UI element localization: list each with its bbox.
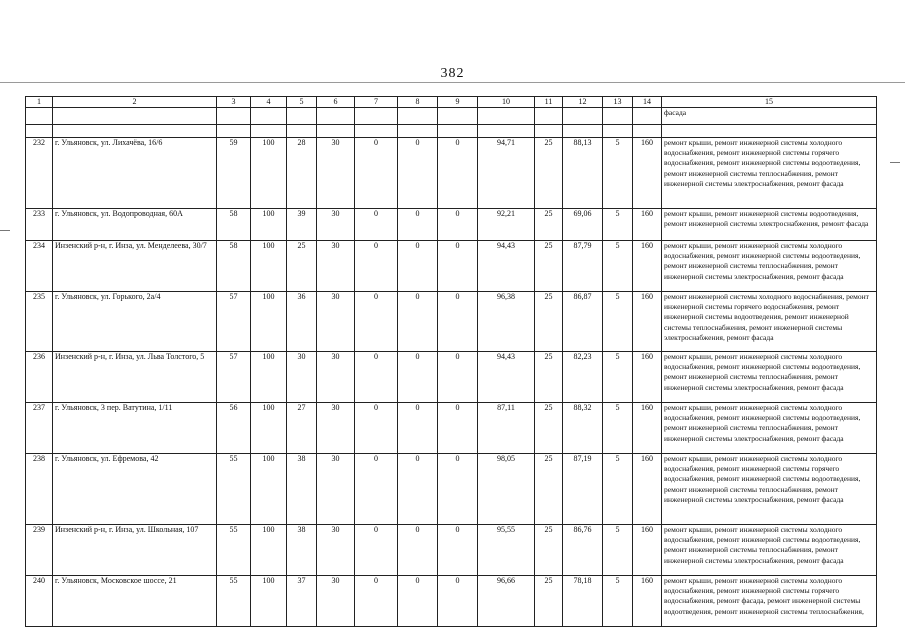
col-12: 88,32 bbox=[563, 403, 603, 454]
table-row bbox=[26, 403, 877, 454]
col-13: 5 bbox=[603, 292, 633, 352]
table-row bbox=[26, 241, 877, 292]
works-list: ремонт крыши, ремонт инженерной системы холодного водоснабжения, ремонт инженерной системы водоотведения, ремонт инженерной системы теплоснабжения, ремонт инженерной системы электроснабжения, ремонт фасада bbox=[662, 525, 877, 576]
col-13: 5 bbox=[603, 352, 633, 403]
works-list: ремонт крыши, ремонт инженерной системы водоотведения, ремонт инженерной системы электроснабжения, ремонт фасада bbox=[662, 209, 877, 241]
col-10: 87,11 bbox=[478, 403, 535, 454]
col-14: 160 bbox=[633, 138, 662, 209]
col-13: 5 bbox=[603, 454, 633, 525]
col-10: 96,38 bbox=[478, 292, 535, 352]
col-13: 5 bbox=[603, 241, 633, 292]
address: Инзенский р-н, г. Инза, ул. Менделеева, 30/7 bbox=[53, 241, 217, 292]
col-7: 0 bbox=[355, 454, 398, 525]
col-4: 100 bbox=[251, 209, 287, 241]
page-number: 382 bbox=[440, 66, 465, 81]
col-5: 39 bbox=[287, 209, 317, 241]
col-6: 30 bbox=[317, 525, 355, 576]
col-13: 5 bbox=[603, 525, 633, 576]
col-8: 0 bbox=[398, 241, 438, 292]
col-14: 160 bbox=[633, 576, 662, 627]
col-14: 160 bbox=[633, 454, 662, 525]
col-9: 0 bbox=[438, 138, 478, 209]
col-header: 11 bbox=[535, 97, 563, 108]
table-row bbox=[26, 352, 877, 403]
col-3: 58 bbox=[217, 241, 251, 292]
col-12: 87,79 bbox=[563, 241, 603, 292]
col-11: 25 bbox=[535, 241, 563, 292]
col-14: 160 bbox=[633, 403, 662, 454]
col-7: 0 bbox=[355, 241, 398, 292]
col-4: 100 bbox=[251, 138, 287, 209]
col-11: 25 bbox=[535, 292, 563, 352]
col-4: 100 bbox=[251, 241, 287, 292]
col-9: 0 bbox=[438, 403, 478, 454]
col-10: 94,43 bbox=[478, 241, 535, 292]
address: г. Ульяновск, Московское шоссе, 21 bbox=[53, 576, 217, 627]
col-11: 25 bbox=[535, 138, 563, 209]
row-number: 237 bbox=[26, 403, 53, 454]
col-header: 9 bbox=[438, 97, 478, 108]
col-7: 0 bbox=[355, 352, 398, 403]
col-9: 0 bbox=[438, 352, 478, 403]
col-4: 100 bbox=[251, 576, 287, 627]
col-7: 0 bbox=[355, 525, 398, 576]
col-13: 5 bbox=[603, 403, 633, 454]
works-list: ремонт инженерной системы холодного водоснабжения, ремонт инженерной системы горячего водоснабжения, ремонт инженерной системы водоотведения, ремонт инженерной системы теплоснабжения, ремонт инженерной системы электроснабжения, ремонт фасада bbox=[662, 292, 877, 352]
col-3: 55 bbox=[217, 525, 251, 576]
col-9: 0 bbox=[438, 454, 478, 525]
row-number: 233 bbox=[26, 209, 53, 241]
col-7: 0 bbox=[355, 292, 398, 352]
col-header: 6 bbox=[317, 97, 355, 108]
row-number: 240 bbox=[26, 576, 53, 627]
col-5: 30 bbox=[287, 352, 317, 403]
col-11: 25 bbox=[535, 525, 563, 576]
address: Инзенский р-н, г. Инза, ул. Льва Толстого, 5 bbox=[53, 352, 217, 403]
address: г. Ульяновск, ул. Горького, 2а/4 bbox=[53, 292, 217, 352]
works-list: ремонт крыши, ремонт инженерной системы холодного водоснабжения, ремонт инженерной системы горячего водоснабжения, ремонт инженерной системы водоотведения, ремонт инженерной системы теплоснабжения, ремонт инженерной системы электроснабжения, ремонт фасада bbox=[662, 138, 877, 209]
col-14: 160 bbox=[633, 209, 662, 241]
col-7: 0 bbox=[355, 403, 398, 454]
col-12: 88,13 bbox=[563, 138, 603, 209]
col-header: 12 bbox=[563, 97, 603, 108]
col-3: 59 bbox=[217, 138, 251, 209]
col-11: 25 bbox=[535, 352, 563, 403]
col-5: 38 bbox=[287, 525, 317, 576]
col-8: 0 bbox=[398, 352, 438, 403]
col-10: 95,55 bbox=[478, 525, 535, 576]
col-9: 0 bbox=[438, 241, 478, 292]
col-header: 13 bbox=[603, 97, 633, 108]
col-4: 100 bbox=[251, 352, 287, 403]
row-number: 236 bbox=[26, 352, 53, 403]
col-8: 0 bbox=[398, 576, 438, 627]
col-3: 57 bbox=[217, 292, 251, 352]
works-list: ремонт крыши, ремонт инженерной системы холодного водоснабжения, ремонт инженерной системы водоотведения, ремонт инженерной системы теплоснабжения, ремонт инженерной системы электроснабжения, ремонт фасада bbox=[662, 403, 877, 454]
address: г. Ульяновск, ул. Ефремова, 42 bbox=[53, 454, 217, 525]
col-6: 30 bbox=[317, 209, 355, 241]
col-6: 30 bbox=[317, 352, 355, 403]
col-3: 55 bbox=[217, 454, 251, 525]
col-5: 27 bbox=[287, 403, 317, 454]
works-list: ремонт крыши, ремонт инженерной системы холодного водоснабжения, ремонт инженерной системы горячего водоснабжения, ремонт инженерной системы водоотведения, ремонт инженерной системы теплоснабжения, ремонт инженерной системы электроснабжения, ремонт фасада bbox=[662, 454, 877, 525]
margin-tick-right bbox=[890, 162, 900, 163]
col-header: 15 bbox=[662, 97, 877, 108]
col-header: 10 bbox=[478, 97, 535, 108]
col-14: 160 bbox=[633, 292, 662, 352]
col-7: 0 bbox=[355, 576, 398, 627]
col-14: 160 bbox=[633, 525, 662, 576]
row-number: 239 bbox=[26, 525, 53, 576]
col-13: 5 bbox=[603, 138, 633, 209]
col-14: 160 bbox=[633, 352, 662, 403]
col-header: 2 bbox=[53, 97, 217, 108]
spacer-row bbox=[26, 125, 877, 138]
col-9: 0 bbox=[438, 209, 478, 241]
col-5: 28 bbox=[287, 138, 317, 209]
col-header: 8 bbox=[398, 97, 438, 108]
col-7: 0 bbox=[355, 138, 398, 209]
table-row bbox=[26, 525, 877, 576]
col-4: 100 bbox=[251, 403, 287, 454]
col-10: 96,66 bbox=[478, 576, 535, 627]
col-12: 87,19 bbox=[563, 454, 603, 525]
col-10: 94,43 bbox=[478, 352, 535, 403]
works-list: ремонт крыши, ремонт инженерной системы холодного водоснабжения, ремонт инженерной системы водоотведения, ремонт инженерной системы теплоснабжения, ремонт инженерной системы электроснабжения, ремонт фасада bbox=[662, 352, 877, 403]
col-header: 14 bbox=[633, 97, 662, 108]
row-number: 238 bbox=[26, 454, 53, 525]
col-13: 5 bbox=[603, 209, 633, 241]
col-8: 0 bbox=[398, 138, 438, 209]
address: г. Ульяновск, ул. Лихачёва, 16/6 bbox=[53, 138, 217, 209]
col-10: 92,21 bbox=[478, 209, 535, 241]
table-row bbox=[26, 138, 877, 209]
col-3: 55 bbox=[217, 576, 251, 627]
table-row bbox=[26, 576, 877, 627]
col-8: 0 bbox=[398, 525, 438, 576]
col-12: 86,76 bbox=[563, 525, 603, 576]
col-8: 0 bbox=[398, 454, 438, 525]
col-6: 30 bbox=[317, 403, 355, 454]
col-5: 36 bbox=[287, 292, 317, 352]
continuation-text: фасада bbox=[662, 108, 877, 125]
col-9: 0 bbox=[438, 525, 478, 576]
col-6: 30 bbox=[317, 292, 355, 352]
col-6: 30 bbox=[317, 576, 355, 627]
top-scan-rule bbox=[0, 82, 905, 83]
col-8: 0 bbox=[398, 292, 438, 352]
column-number-row bbox=[26, 97, 877, 108]
col-11: 25 bbox=[535, 403, 563, 454]
col-header: 4 bbox=[251, 97, 287, 108]
col-10: 98,05 bbox=[478, 454, 535, 525]
col-10: 94,71 bbox=[478, 138, 535, 209]
col-5: 37 bbox=[287, 576, 317, 627]
col-12: 69,06 bbox=[563, 209, 603, 241]
col-8: 0 bbox=[398, 209, 438, 241]
works-list: ремонт крыши, ремонт инженерной системы холодного водоснабжения, ремонт инженерной системы водоотведения, ремонт инженерной системы теплоснабжения, ремонт инженерной системы электроснабжения, ремонт фасада bbox=[662, 241, 877, 292]
col-header: 5 bbox=[287, 97, 317, 108]
address: г. Ульяновск, ул. Водопроводная, 60А bbox=[53, 209, 217, 241]
col-11: 25 bbox=[535, 209, 563, 241]
col-12: 82,23 bbox=[563, 352, 603, 403]
col-5: 25 bbox=[287, 241, 317, 292]
col-8: 0 bbox=[398, 403, 438, 454]
col-13: 5 bbox=[603, 576, 633, 627]
address: г. Ульяновск, 3 пер. Ватутина, 1/11 bbox=[53, 403, 217, 454]
row-number: 235 bbox=[26, 292, 53, 352]
address: Инзенский р-н, г. Инза, ул. Школьная, 107 bbox=[53, 525, 217, 576]
col-6: 30 bbox=[317, 454, 355, 525]
col-header: 1 bbox=[26, 97, 53, 108]
table-row bbox=[26, 454, 877, 525]
col-9: 0 bbox=[438, 576, 478, 627]
col-header: 3 bbox=[217, 97, 251, 108]
continuation-row bbox=[26, 108, 877, 125]
col-header: 7 bbox=[355, 97, 398, 108]
col-5: 38 bbox=[287, 454, 317, 525]
repair-program-table bbox=[25, 96, 877, 627]
col-6: 30 bbox=[317, 138, 355, 209]
row-number: 234 bbox=[26, 241, 53, 292]
col-3: 56 bbox=[217, 403, 251, 454]
col-11: 25 bbox=[535, 454, 563, 525]
col-4: 100 bbox=[251, 525, 287, 576]
table-row bbox=[26, 209, 877, 241]
col-11: 25 bbox=[535, 576, 563, 627]
table-body bbox=[26, 97, 877, 627]
col-12: 86,87 bbox=[563, 292, 603, 352]
col-4: 100 bbox=[251, 292, 287, 352]
col-4: 100 bbox=[251, 454, 287, 525]
works-list: ремонт крыши, ремонт инженерной системы холодного водоснабжения, ремонт инженерной системы горячего водоснабжения, ремонт фасада, ремонт инженерной системы водоотведения, ремонт инженерной системы теплоснабжения, bbox=[662, 576, 877, 627]
col-12: 78,18 bbox=[563, 576, 603, 627]
col-6: 30 bbox=[317, 241, 355, 292]
col-9: 0 bbox=[438, 292, 478, 352]
col-7: 0 bbox=[355, 209, 398, 241]
col-3: 58 bbox=[217, 209, 251, 241]
col-14: 160 bbox=[633, 241, 662, 292]
row-number: 232 bbox=[26, 138, 53, 209]
margin-tick-left bbox=[0, 230, 10, 231]
col-3: 57 bbox=[217, 352, 251, 403]
table-row bbox=[26, 292, 877, 352]
